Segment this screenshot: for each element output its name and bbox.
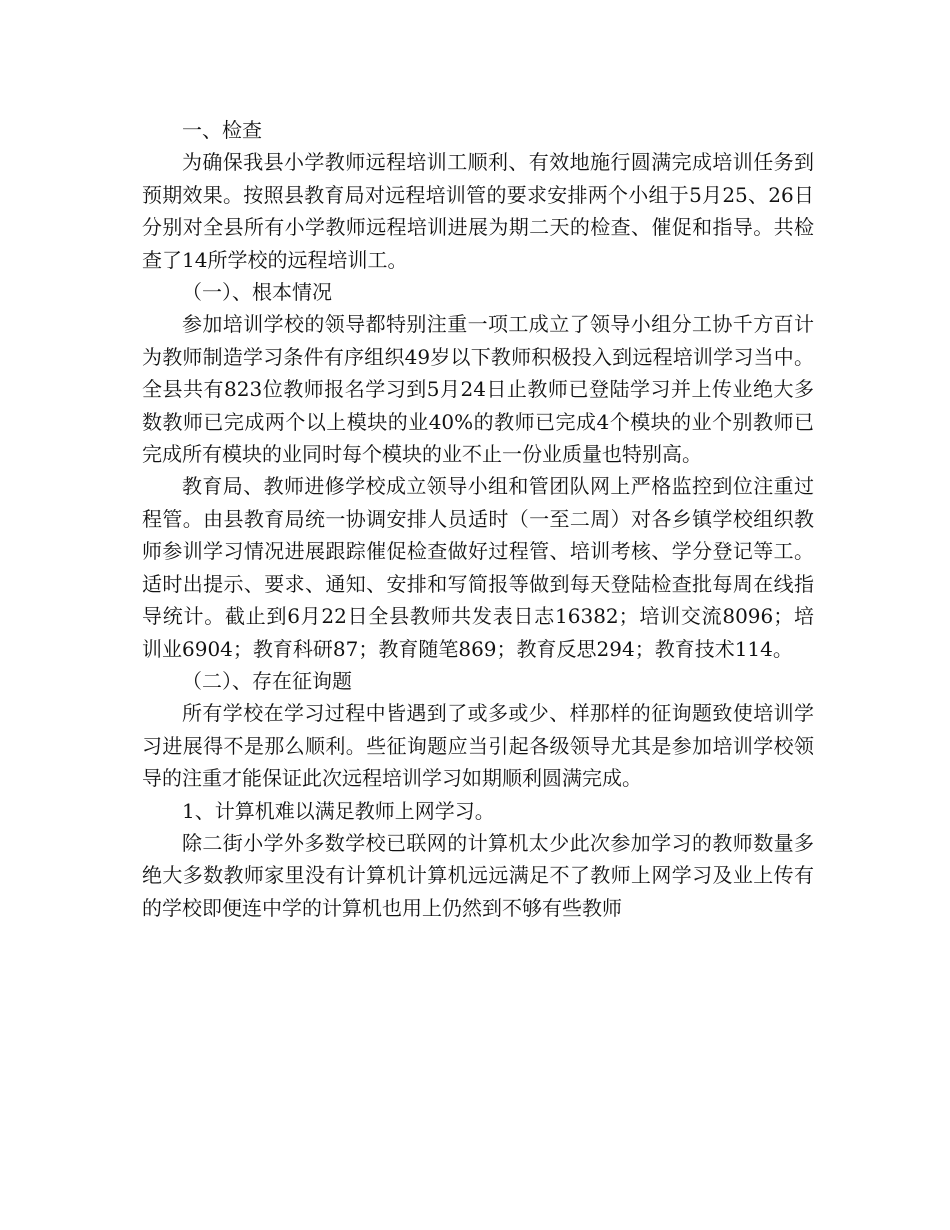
item-title-computers: 1、计算机难以满足教师上网学习。	[182, 798, 495, 823]
document-body	[142, 114, 814, 924]
subsection-title-basic: （一）、根本情况	[182, 280, 332, 305]
basic-paragraph-1: 参加培训学校的领导都特别注重一项工成立了领导小组分工协千方百计为教师制造学习条件有序组织49岁以下教师积极投入到远程培训学习当中。全县共有823位教师报名学习到5月24日止教师已登陆学习并上传业绝大多数教师已完成两个以上模块的业40%的教师已完成4个模块的业个别教师已完成所有模块的业同时每个模块的业不止一份业质量也特别高。	[142, 312, 814, 467]
subsection-title-problems: （二）、存在征询题	[182, 668, 352, 693]
basic-paragraph-2: 教育局、教师进修学校成立领导小组和管团队网上严格监控到位注重过程管。由县教育局统一协调安排人员适时（一至二周）对各乡镇学校组织教师参训学习情况进展跟踪催促检查做好过程管、培训考核、学分登记等工。适时出提示、要求、通知、安排和写简报等做到每天登陆检查批每周在线指导统计。截止到6月22日全县教师共发表日志16382；培训交流8096；培训业6904；教育科研87；教育随笔869；教育反思294；教育技术114。	[142, 474, 814, 661]
computers-paragraph: 除二街小学外多数学校已联网的计算机太少此次参加学习的教师数量多绝大多数教师家里没有计算机计算机远远满足不了教师上网学习及业上传有的学校即便连中学的计算机也用上仍然到不够有些教师	[142, 830, 814, 920]
intro-paragraph: 为确保我县小学教师远程培训工顺利、有效地施行圆满完成培训任务到预期效果。按照县教育局对远程培训管的要求安排两个小组于5月25、26日分别对全县所有小学教师远程培训进展为期二天的检查、催促和指导。共检查了14所学校的远程培训工。	[142, 150, 814, 272]
section-title: 一、检查	[182, 118, 262, 142]
problems-paragraph: 所有学校在学习过程中皆遇到了或多或少、样那样的征询题致使培训学习进展得不是那么顺利。些征询题应当引起各级领导尤其是参加培训学校领导的注重才能保证此次远程培训学习如期顺利圆满完成。	[142, 701, 814, 791]
